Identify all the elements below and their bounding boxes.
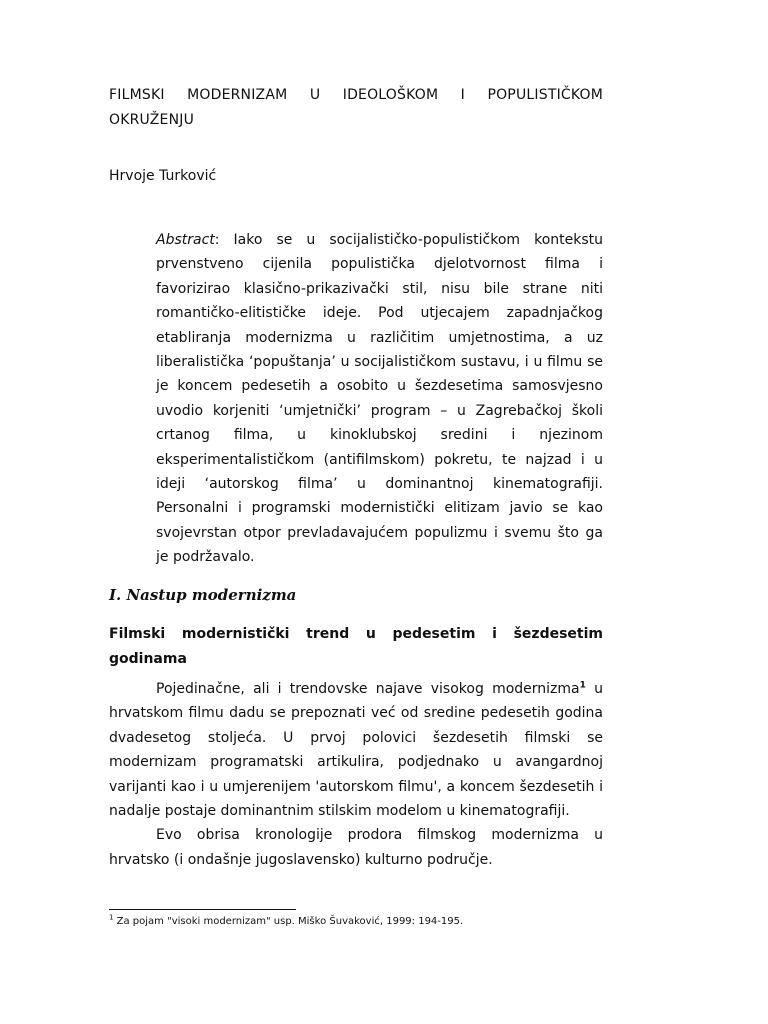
footnote-text: Za pojam "visoki modernizam" usp. Miško Šuvaković, 1999: 194-195.: [113, 916, 464, 927]
abstract-label: Abstract: [156, 232, 215, 248]
document-title: FILMSKI MODERNIZAM U IDEOLOŠKOM I POPULISTIČKOM OKRUŽENJU: [109, 87, 603, 128]
paragraph-text-before-note: Pojedinačne, ali i trendovske najave visokog modernizma: [156, 681, 580, 697]
footnote: [109, 915, 603, 929]
section-heading: I. Nastup modernizma: [109, 586, 297, 604]
abstract-paragraph: [156, 228, 603, 570]
footnote-divider: [109, 909, 296, 910]
body-text: [109, 677, 603, 872]
footnote-reference[interactable]: 1: [579, 680, 586, 691]
body-paragraph: Evo obrisa kronologije prodora filmskog modernizma u hrvatsko (i ondašnje jugoslavensko) kulturno područje.: [109, 827, 603, 868]
author-name: Hrvoje Turković: [109, 168, 217, 184]
body-paragraph: [109, 677, 603, 823]
footnote-number: 1: [109, 913, 114, 922]
subsection-heading: Filmski modernistički trend u pedesetim i šezdesetim godinama: [109, 626, 603, 667]
abstract-text: : Iako se u socijalističko-populističkom kontekstu prvenstveno cijenila populistička djelotvornost filma i favorizirao klasično-prikazivački stil, nisu bile strane niti romantičko-elitističke ideje. Pod utjecajem zapadnjačkog etabliranja modernizma u različitim umjetnostima, a uz liberalistička ‘popuštanja’ u socijalističkom sustavu, i u filmu se je koncem pedesetih a osobito u šezdesetima samosvjesno uvodio korjeniti ‘umjetnički’ program – u Zagrebačkoj školi crtanog filma, u kinoklubskoj sredini i njezinom eksperimentalističkom (antifilmskom) pokretu, te najzad i u ideji ‘autorskog filma’ u dominantnoj kinematografiji. Personalni i programski modernistički elitizam javio se kao svojevrstan otpor prevladavajućem populizmu i svemu što ga je podržavalo.: [156, 232, 603, 566]
paragraph-text-after-note: u hrvatskom filmu dadu se prepoznati već od sredine pedesetih godina dvadesetog stoljeća. U prvoj polovici šezdesetih filmski se modernizam programatski artikulira, podjednako u avangardnoj varijanti kao i u umjerenijem 'autorskom filmu', a koncem šezdesetih i nadalje postaje dominantnim stilskim modelom u kinematografiji.: [109, 681, 603, 820]
